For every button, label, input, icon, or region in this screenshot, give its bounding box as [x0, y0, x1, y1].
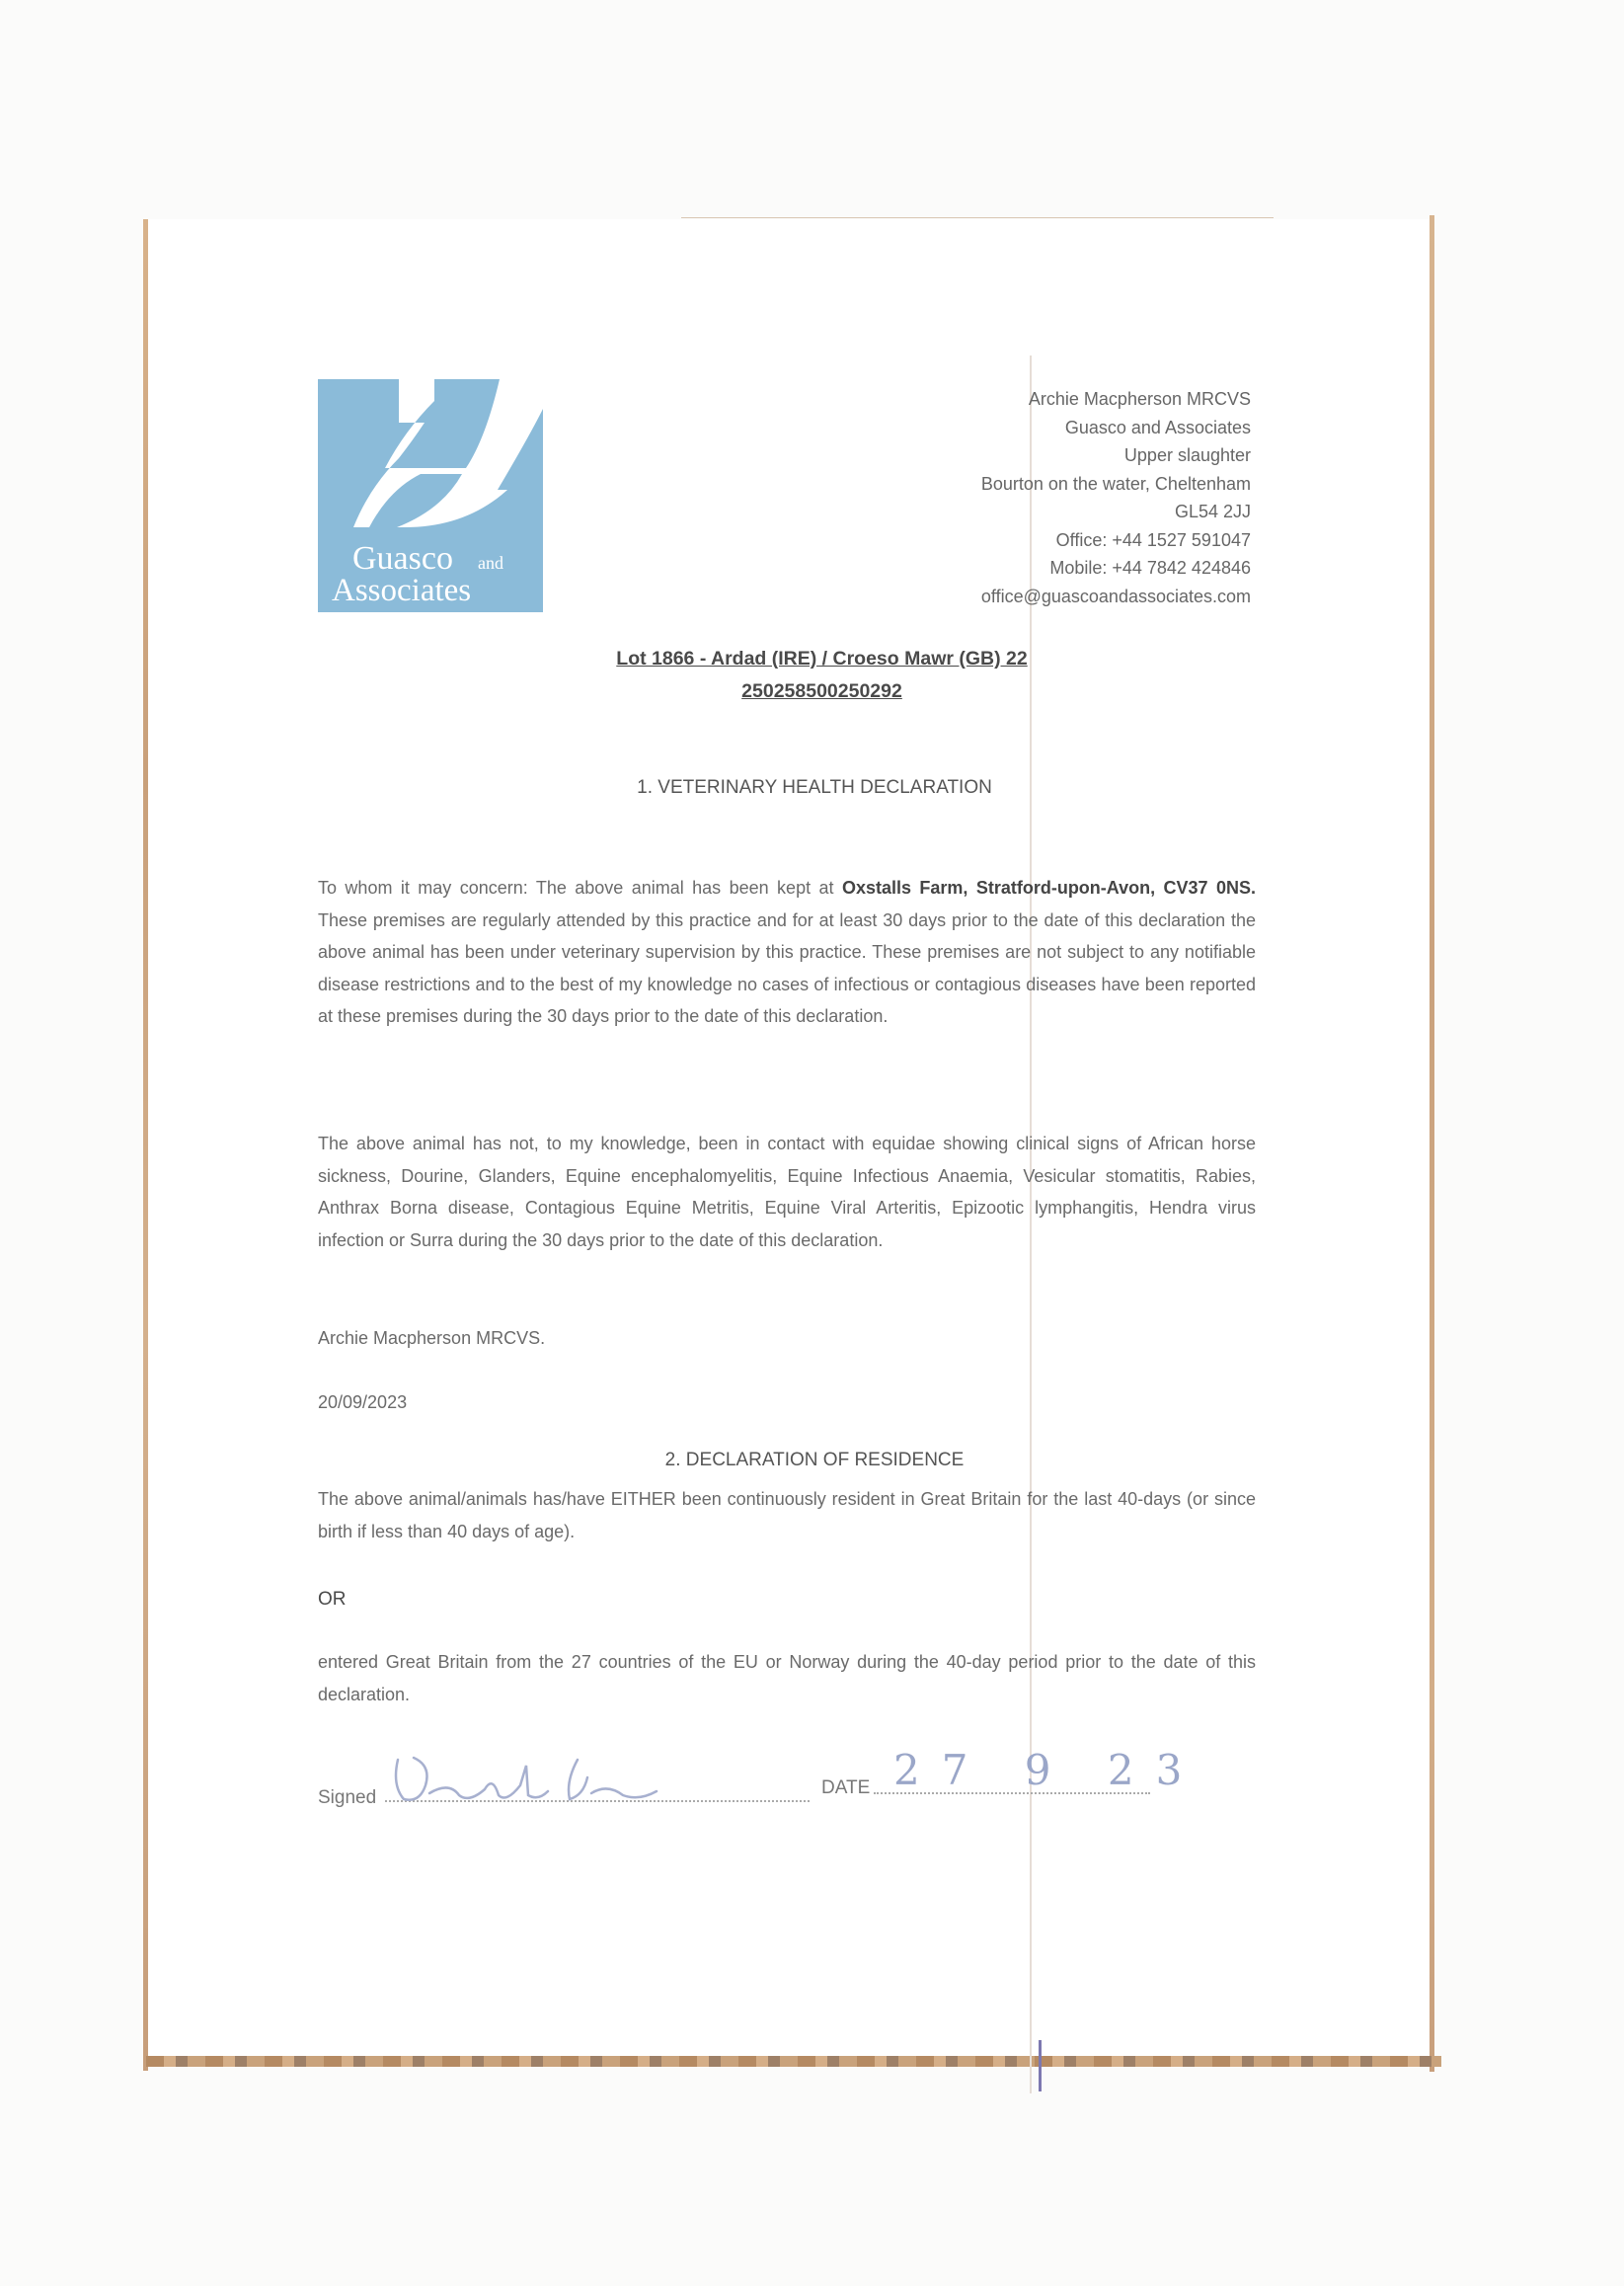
premises-location: Oxstalls Farm, Stratford-upon-Avon, CV37 0NS. [841, 878, 1257, 898]
signed-label: Signed [318, 1787, 377, 1808]
or-separator: OR [318, 1589, 347, 1610]
page-right-edge [1430, 215, 1434, 2072]
para-intro: To whom it may concern: The above animal has been kept at [318, 878, 842, 898]
page-top-edge [681, 217, 1274, 218]
residence-paragraph-either: The above animal/animals has/have EITHER been continuously resident in Great Britain for the last 40-days (or since birth if less than 40 days of age). [318, 1489, 1256, 1541]
logo-text-and: and [478, 553, 503, 573]
handwritten-date: 27 9 23 [893, 1746, 1204, 1794]
address-line: office@guascoandassociates.com [980, 586, 1251, 606]
section2-heading: 2. DECLARATION OF RESIDENCE [664, 1450, 965, 1470]
health-declaration-paragraph [318, 872, 1256, 1033]
address-line: Archie Macpherson MRCVS [1028, 389, 1251, 409]
lot-title: Lot 1866 - Ardad (IRE) / Croeso Mawr (GB) 22 [616, 648, 1028, 670]
company-logo [318, 379, 543, 612]
address-line: GL54 2JJ [1174, 502, 1251, 521]
address-line: Bourton on the water, Cheltenham [980, 473, 1251, 494]
date-label: DATE [821, 1777, 871, 1798]
address-line: Guasco and Associates [1064, 417, 1251, 437]
page-bottom-edge [146, 2056, 1441, 2067]
residence-paragraph-or: entered Great Britain from the 27 countries of the EU or Norway during the 40-day period prior to the date of this declaration. [318, 1652, 1256, 1704]
page-left-edge [143, 219, 148, 2071]
logo-text-associates: Associates [332, 573, 472, 608]
signatory-name: Archie Macpherson MRCVS. [318, 1328, 546, 1348]
declaration-date: 20/09/2023 [318, 1392, 408, 1412]
lot-number: 250258500250292 [741, 680, 902, 702]
ink-mark [1039, 2040, 1042, 2091]
logo-text-guasco: Guasco [352, 540, 453, 577]
handwritten-signature [390, 1746, 676, 1813]
contact-declaration-paragraph: The above animal has not, to my knowledge, been in contact with equidae showing clinical signs of African horse sickness, Dourine, Glanders, Equine encephalomyelitis, Equine Infectious Anaemia, Vesicular stomatitis, Rabies, Anthrax Borna disease, Contagious Equine Metritis, Equine Viral Arteritis, Epizootic lymphangitis, Hendra virus infection or Surra during the 30 days prior to the date of this declaration. [318, 1134, 1256, 1250]
address-line: Office: +44 1527 591047 [1055, 529, 1251, 550]
sender-address [981, 385, 1251, 610]
section1-heading: 1. VETERINARY HEALTH DECLARATION [637, 777, 992, 798]
para-rest: These premises are regularly attended by this practice and for at least 30 days prior to the date of this declaration the above animal has been under veterinary supervision by this practice. These premises are not subject to any notifiable disease restrictions and to the best of my knowledge no cases of infectious or contagious diseases have been reported at these premises during the 30 days prior to the date of this declaration. [318, 909, 1256, 1026]
address-line: Upper slaughter [1123, 445, 1251, 465]
address-line: Mobile: +44 7842 424846 [1049, 558, 1251, 578]
